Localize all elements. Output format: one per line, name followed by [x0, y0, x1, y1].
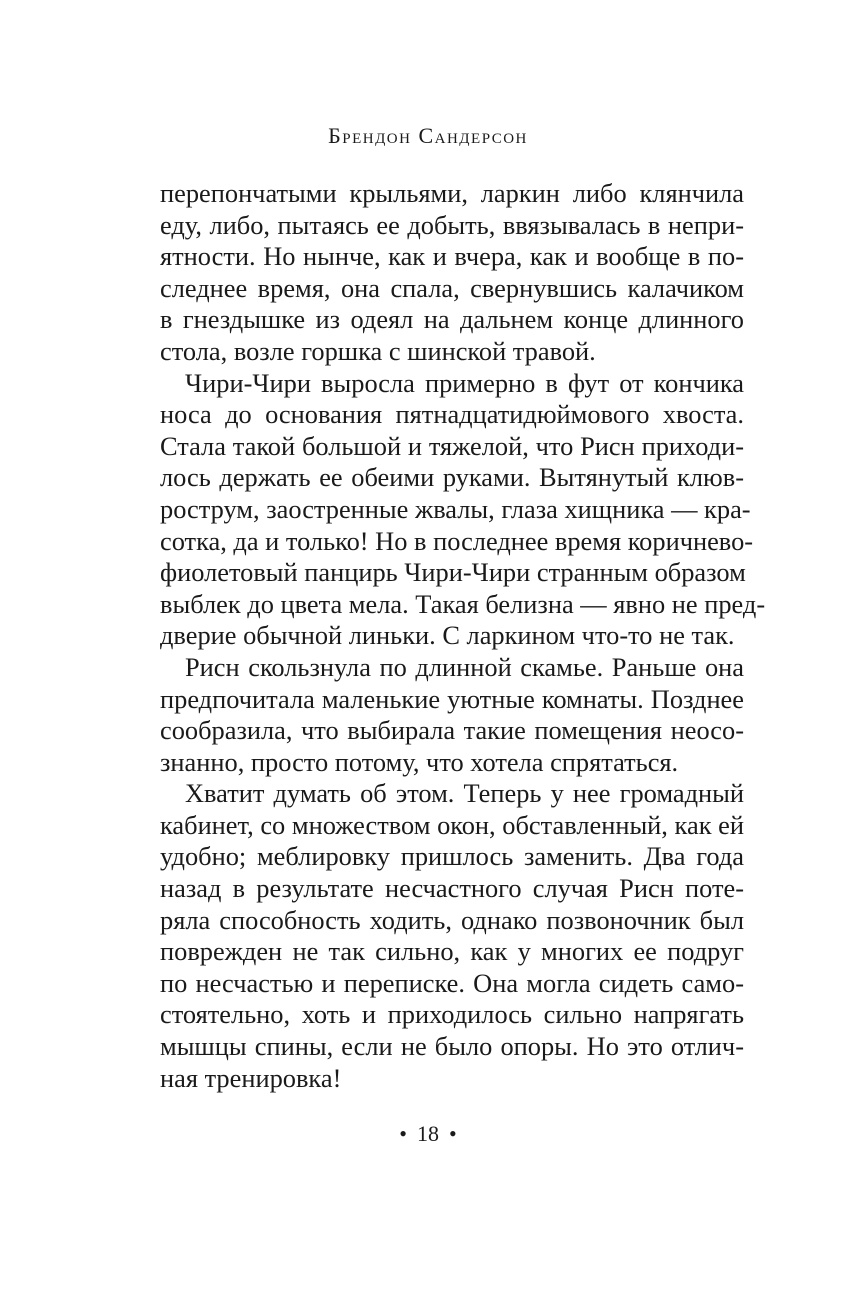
text-line: сообразила, что выбирала такие помещения неосо-: [160, 715, 744, 746]
text-line: ряла способность ходить, однако позвоночник был: [160, 904, 744, 935]
text-line: Хватит думать об этом. Теперь у нее громадный: [185, 778, 744, 809]
text-line: следнее время, она спала, свернувшись калачиком: [160, 272, 744, 303]
body-text: [160, 178, 766, 1094]
text-line: стоятельно, хоть и приходилось сильно напрягать: [160, 999, 744, 1030]
text-line: фиолетовый панцирь Чири-Чири странным образом: [160, 557, 746, 588]
text-line: Чири-Чири выросла примерно в фут от кончика: [185, 367, 744, 398]
text-line: в гнездышке из одеял на дальнем конце длинного: [160, 304, 744, 335]
text-line: назад в результате несчастного случая Рисн поте-: [160, 873, 744, 904]
text-line: кабинет, со множеством окон, обставленный, как ей: [160, 809, 744, 840]
text-line: рострум, заостренные жвалы, глаза хищника — кра-: [160, 493, 751, 524]
text-line: сотка, да и только! Но в последнее время коричнево-: [160, 525, 754, 556]
text-line: ятности. Но нынче, как и вчера, как и вообще в по-: [160, 241, 744, 272]
text-line: перепончатыми крыльями, ларкин либо клянчила: [160, 178, 744, 208]
text-line: стола, возле горшка с шинской травой.: [160, 335, 596, 366]
text-line: выблек до цвета мела. Такая белизна — явно не пред-: [160, 588, 766, 619]
running-head-author: Брендон Сандерсон: [328, 123, 528, 148]
text-line: знанно, просто потому, что хотела спрятаться.: [160, 746, 679, 777]
text-line: поврежден не так сильно, как у многих ее подруг: [160, 936, 744, 967]
text-line: еду, либо, пытаясь ее добыть, ввязывалась в непри-: [160, 209, 744, 240]
text-line: Стала такой большой и тяжелой, что Рисн приходи-: [160, 430, 744, 461]
bullet-ornament-left: •: [399, 1121, 407, 1146]
text-line: дверие обычной линьки. С ларкином что-то не так.: [160, 620, 735, 651]
text-line: носа до основания пятнадцатидюймового хвоста.: [160, 399, 744, 430]
bullet-ornament-right: •: [449, 1121, 457, 1146]
text-line: предпочитала маленькие уютные комнаты. Позднее: [160, 683, 744, 714]
text-line: по несчастью и переписке. Она могла сидеть само-: [160, 967, 744, 998]
text-line: ная тренировка!: [160, 1062, 342, 1093]
page-number: 18: [417, 1121, 439, 1146]
text-line: мышцы спины, если не было опоры. Но это отлич-: [160, 1031, 744, 1062]
page-number-footer: [0, 1121, 856, 1147]
text-line: лось держать ее обеими руками. Вытянутый клюв-: [160, 462, 744, 493]
text-line: удобно; меблировку пришлось заменить. Два года: [160, 841, 744, 872]
text-line: Рисн скользнула по длинной скамье. Раньше она: [185, 651, 744, 682]
